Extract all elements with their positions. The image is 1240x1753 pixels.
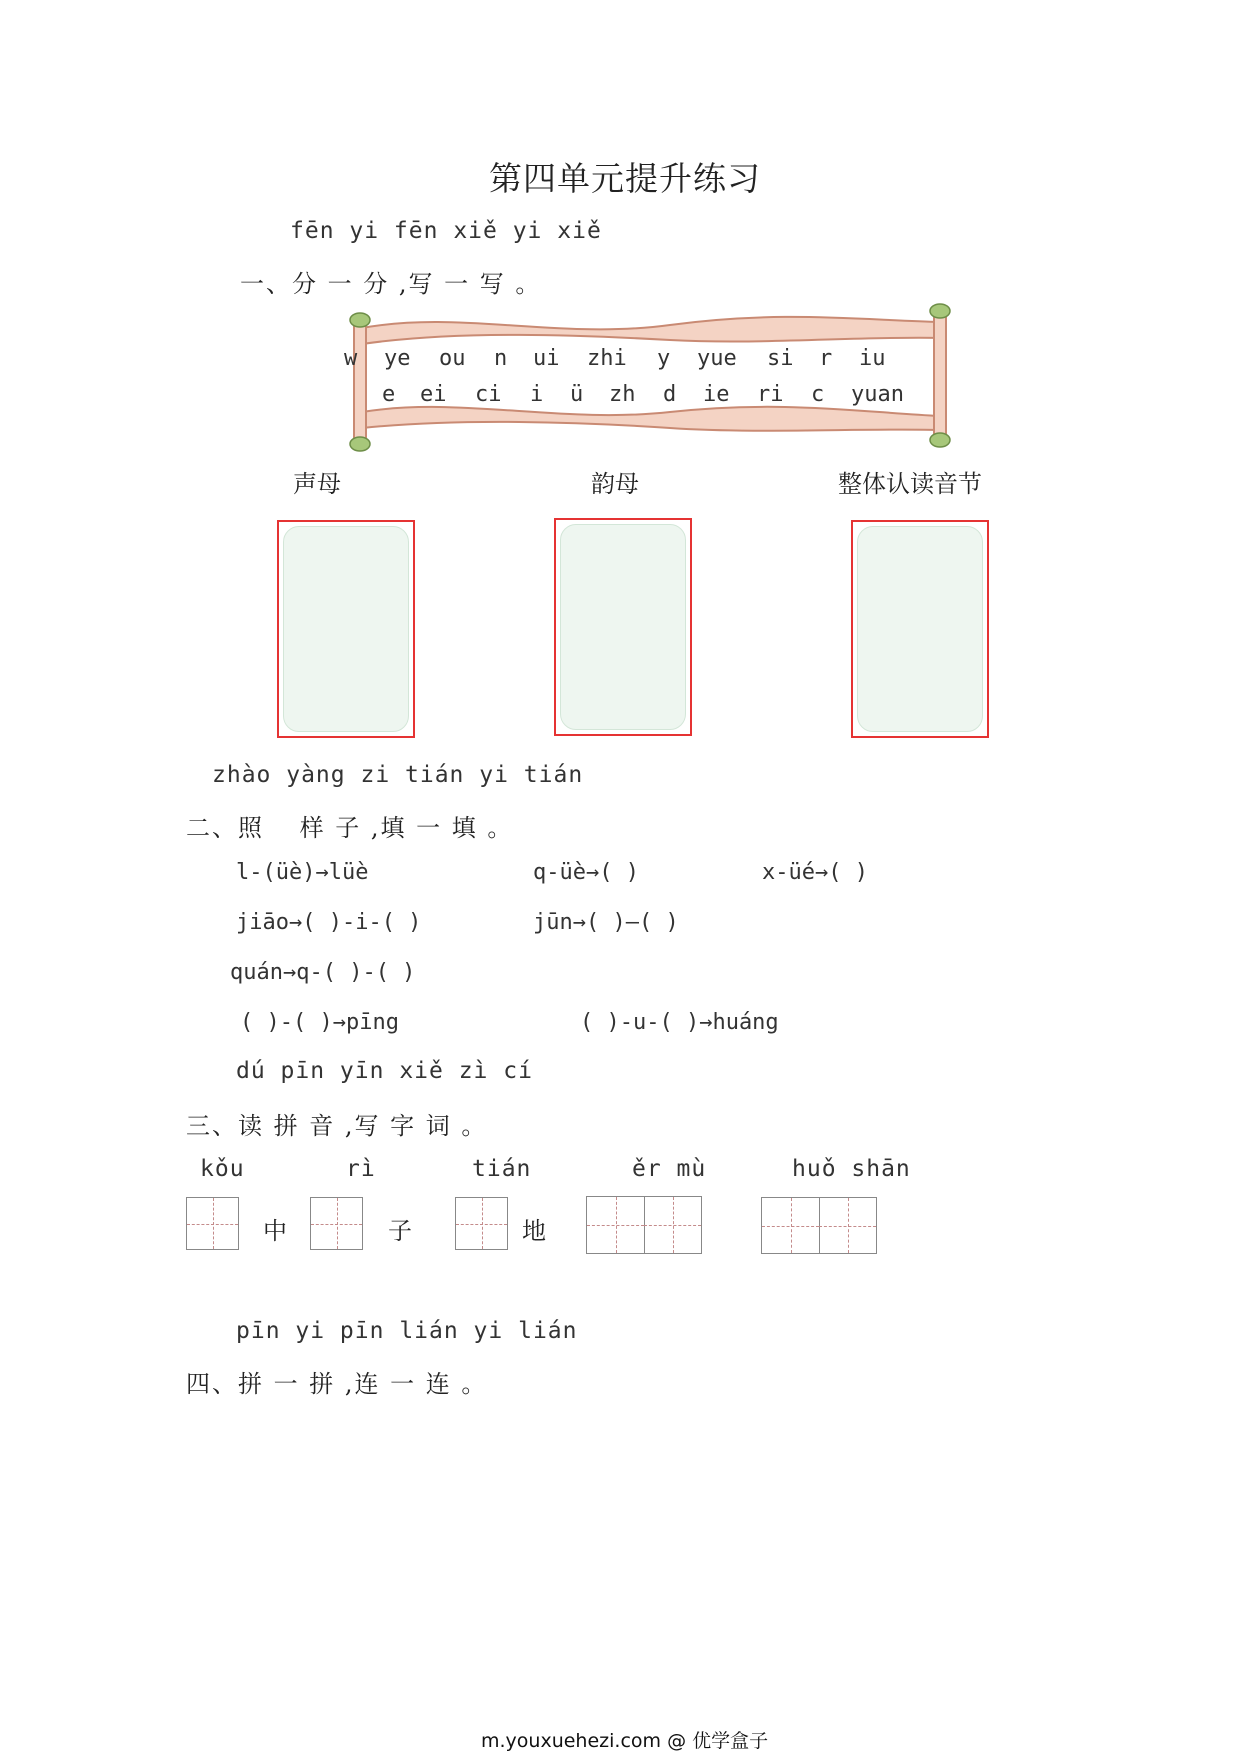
scroll-item: e bbox=[382, 382, 396, 407]
section1-heading: 一、分 一 分 ,写 一 写 。 bbox=[240, 270, 542, 298]
category-label-zhengti: 整体认读音节 bbox=[838, 470, 982, 498]
fill-item[interactable]: x-üé→( ) bbox=[762, 860, 868, 885]
word-pinyin: rì bbox=[346, 1156, 376, 1182]
writing-grid-double[interactable] bbox=[586, 1196, 702, 1254]
fill-item[interactable]: quán→q-( )-( ) bbox=[230, 960, 416, 985]
section1-pinyin: fēn yi fēn xiě yi xiě bbox=[290, 218, 602, 244]
writing-grid[interactable] bbox=[455, 1197, 508, 1250]
answer-box-zhengti[interactable] bbox=[851, 520, 989, 738]
footer-watermark: m.youxuehezi.com @ 优学盒子 bbox=[481, 1730, 769, 1752]
scroll-item: yue bbox=[697, 346, 737, 371]
scroll-item: w bbox=[344, 346, 358, 371]
scroll-item: ye bbox=[384, 346, 411, 371]
fill-item[interactable]: ( )-u-( )→huáng bbox=[580, 1010, 779, 1035]
word-pinyin: kǒu bbox=[200, 1156, 245, 1182]
word-pinyin: tián bbox=[472, 1156, 532, 1182]
fill-item[interactable]: jiāo→( )-i-( ) bbox=[236, 910, 422, 935]
answer-box-shengmu[interactable] bbox=[277, 520, 415, 738]
section4-heading: 四、拼 一 拼 ,连 一 连 。 bbox=[186, 1370, 488, 1398]
fill-example: l-(üè)→lüè bbox=[236, 860, 369, 885]
scroll-item: zh bbox=[609, 382, 636, 407]
scroll-item: ci bbox=[475, 382, 502, 407]
scroll-item: iu bbox=[859, 346, 886, 371]
scroll-item: ui bbox=[533, 346, 560, 371]
scroll-item: si bbox=[767, 346, 794, 371]
given-char: 子 bbox=[388, 1217, 412, 1245]
scroll-item: c bbox=[811, 382, 825, 407]
section4-pinyin: pīn yi pīn lián yi lián bbox=[236, 1318, 578, 1344]
scroll-item: zhi bbox=[587, 346, 627, 371]
page-title: 第四单元提升练习 bbox=[489, 159, 761, 198]
fill-item[interactable]: q-üè→( ) bbox=[533, 860, 639, 885]
scroll-item: y bbox=[657, 346, 671, 371]
scroll-item: ri bbox=[757, 382, 784, 407]
category-label-shengmu: 声母 bbox=[293, 470, 341, 498]
section2-pinyin: zhào yàng zi tián yi tián bbox=[212, 762, 584, 788]
scroll-item: ou bbox=[439, 346, 466, 371]
writing-grid-double[interactable] bbox=[761, 1197, 877, 1254]
word-pinyin: huǒ shān bbox=[792, 1156, 911, 1182]
writing-grid[interactable] bbox=[186, 1197, 239, 1250]
writing-grid[interactable] bbox=[310, 1197, 363, 1250]
scroll-item: ü bbox=[570, 382, 584, 407]
fill-item[interactable]: ( )-( )→pīng bbox=[240, 1010, 399, 1035]
scroll-illustration bbox=[340, 300, 960, 460]
section2-heading: 二、照 样 子 ,填 一 填 。 bbox=[186, 814, 514, 842]
given-char: 地 bbox=[522, 1217, 546, 1245]
category-label-yunmu: 韵母 bbox=[591, 470, 639, 498]
fill-item[interactable]: jūn→( )—( ) bbox=[533, 910, 679, 935]
word-pinyin: ěr mù bbox=[632, 1156, 707, 1182]
scroll-item: r bbox=[819, 346, 833, 371]
scroll-item: i bbox=[530, 382, 544, 407]
given-char: 中 bbox=[263, 1217, 287, 1245]
scroll-item: d bbox=[663, 382, 677, 407]
scroll-item: ie bbox=[703, 382, 730, 407]
section3-pinyin: dú pīn yīn xiě zì cí bbox=[236, 1058, 533, 1084]
scroll-item: yuan bbox=[851, 382, 904, 407]
scroll-item: ei bbox=[420, 382, 447, 407]
answer-box-yunmu[interactable] bbox=[554, 518, 692, 736]
scroll-item: n bbox=[494, 346, 508, 371]
section3-heading: 三、读 拼 音 ,写 字 词 。 bbox=[186, 1112, 488, 1140]
